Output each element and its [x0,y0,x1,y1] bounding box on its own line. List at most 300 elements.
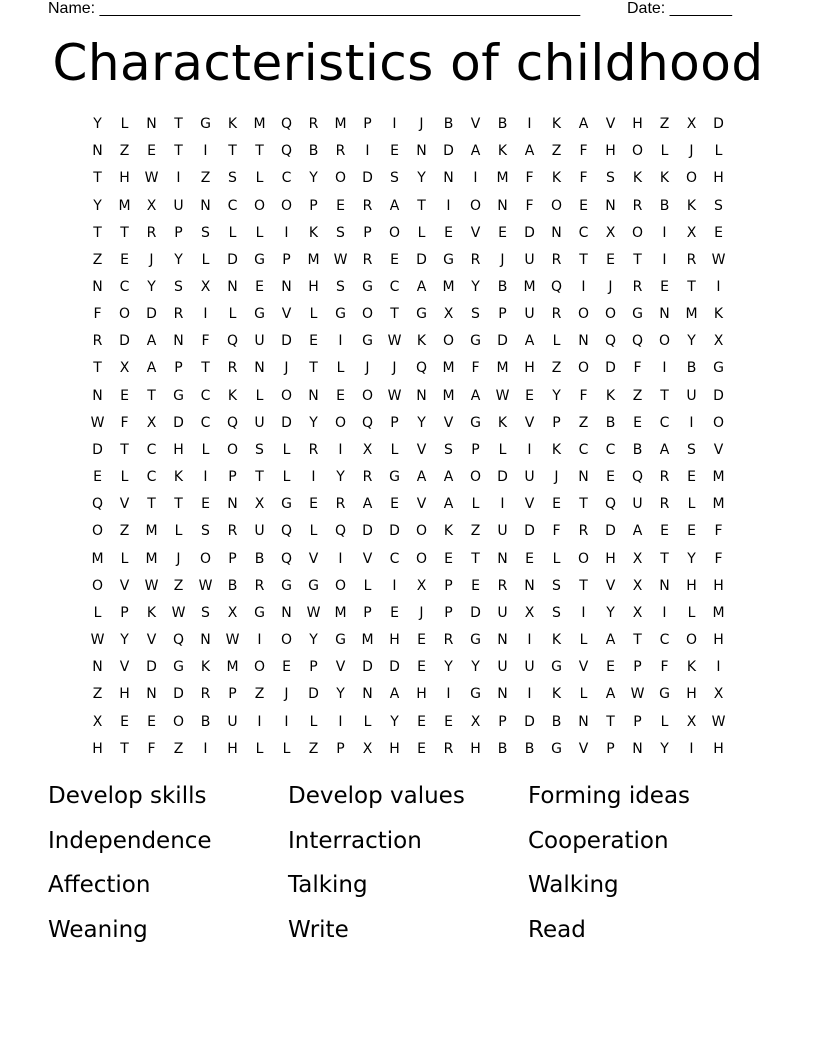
grid-letter: F [471,360,480,377]
grid-letter: S [471,306,480,323]
grid-letter: X [362,441,373,458]
grid-letter: L [309,713,318,730]
grid-letter: Y [552,387,561,404]
grid-letter: J [176,550,181,567]
grid-letter: E [444,550,453,567]
grid-letter: S [201,224,210,241]
grid-letter: Q [226,333,239,350]
grid-letter: S [714,197,723,214]
grid-letter: K [551,686,562,703]
grid-letter: Y [336,686,345,703]
grid-letter: A [578,116,589,133]
grid-row [84,491,732,518]
grid-letter: Q [631,469,644,486]
grid-letter: L [498,441,507,458]
grid-letter: Z [308,740,319,757]
grid-letter: B [308,143,319,160]
grid-letter: O [685,170,698,187]
grid-letter: O [253,197,266,214]
grid-letter: I [581,279,586,296]
grid-letter: A [416,469,427,486]
grid-letter: E [336,197,345,214]
grid-letter: Z [92,251,103,268]
grid-letter: O [550,197,563,214]
grid-row [84,573,732,600]
grid-letter: Q [172,632,185,649]
grid-letter: R [632,279,643,296]
grid-row [84,708,732,735]
grid-letter: L [579,632,588,649]
grid-letter: G [632,306,643,323]
grid-letter: X [416,577,427,594]
grid-letter: O [334,577,347,594]
grid-letter: R [578,523,589,540]
grid-letter: E [309,333,318,350]
grid-letter: H [308,279,319,296]
grid-letter: G [254,604,265,621]
grid-row [84,192,732,219]
grid-letter: Q [280,550,293,567]
grid-letter: M [496,360,509,377]
grid-letter: N [281,604,292,621]
grid-letter: V [281,306,292,323]
grid-letter: X [227,604,238,621]
grid-letter: G [551,659,562,676]
grid-letter: I [446,686,451,703]
grid-letter: Q [415,360,428,377]
grid-letter: N [92,659,103,676]
grid-letter: N [416,387,427,404]
word-list [48,778,768,956]
page-title: Characteristics of childhood [52,34,764,92]
grid-letter: I [689,414,694,431]
grid-row [84,546,732,573]
grid-letter: R [659,496,670,513]
grid-letter: V [470,224,481,241]
grid-letter: L [228,224,237,241]
grid-letter: N [551,224,562,241]
grid-letter: M [145,550,158,567]
grid-letter: U [524,251,535,268]
grid-letter: N [497,632,508,649]
grid-letter: K [173,469,184,486]
grid-letter: N [497,197,508,214]
grid-letter: A [605,686,616,703]
grid-letter: Z [632,387,643,404]
grid-letter: B [524,740,535,757]
grid-letter: V [119,496,130,513]
grid-letter: N [92,143,103,160]
grid-letter: E [93,469,102,486]
grid-letter: H [119,170,130,187]
grid-letter: K [605,387,616,404]
grid-letter: O [388,224,401,241]
grid-letter: R [443,740,454,757]
grid-letter: G [470,686,481,703]
grid-letter: B [632,441,643,458]
grid-letter: H [713,632,724,649]
grid-letter: O [631,143,644,160]
grid-letter: D [497,333,508,350]
grid-letter: E [147,143,156,160]
grid-letter: T [93,360,102,377]
grid-letter: T [579,496,588,513]
grid-letter: W [495,387,510,404]
grid-letter: N [92,279,103,296]
grid-letter: G [443,251,454,268]
grid-letter: M [442,360,455,377]
grid-letter: O [631,224,644,241]
grid-letter: T [147,387,156,404]
grid-letter: R [686,251,697,268]
grid-letter: N [659,577,670,594]
grid-letter: V [335,659,346,676]
grid-letter: N [659,306,670,323]
grid-letter: M [307,251,320,268]
grid-letter: O [199,550,212,567]
grid-letter: E [579,197,588,214]
grid-letter: I [203,740,208,757]
grid-letter: D [173,686,184,703]
grid-letter: N [200,632,211,649]
grid-letter: V [605,577,616,594]
grid-letter: D [524,224,535,241]
grid-letter: M [712,469,725,486]
grid-letter: N [146,116,157,133]
grid-letter: D [308,686,319,703]
grid-letter: I [662,360,667,377]
grid-letter: L [417,224,426,241]
grid-letter: S [606,170,615,187]
grid-letter: K [551,632,562,649]
grid-letter: T [120,441,129,458]
grid-letter: E [498,224,507,241]
grid-letter: I [581,604,586,621]
grid-letter: P [606,740,615,757]
grid-letter: I [662,224,667,241]
grid-letter: P [363,604,372,621]
grid-letter: D [362,659,373,676]
grid-letter: H [632,116,643,133]
grid-letter: L [120,116,129,133]
grid-letter: P [174,224,183,241]
grid-letter: E [417,713,426,730]
grid-letter: E [444,713,453,730]
grid-letter: X [632,550,643,567]
grid-letter: Z [254,686,265,703]
grid-letter: F [579,387,588,404]
grid-letter: Z [578,414,589,431]
grid-letter: L [282,740,291,757]
grid-letter: I [338,550,343,567]
grid-letter: E [390,496,399,513]
grid-row [84,681,732,708]
grid-letter: W [171,604,186,621]
grid-letter: E [714,224,723,241]
grid-letter: Q [604,333,617,350]
grid-letter: N [443,170,454,187]
grid-letter: Z [119,523,130,540]
grid-letter: M [145,523,158,540]
grid-letter: I [338,333,343,350]
grid-letter: K [632,170,643,187]
grid-letter: I [203,469,208,486]
grid-letter: Z [470,523,481,540]
grid-letter: R [632,197,643,214]
word-list-item: Independence [48,827,212,854]
grid-letter: M [712,496,725,513]
grid-letter: Q [280,523,293,540]
grid-letter: H [713,170,724,187]
grid-letter: W [306,604,321,621]
grid-letter: I [527,116,532,133]
grid-letter: Q [361,414,374,431]
grid-letter: F [579,170,588,187]
grid-letter: N [497,686,508,703]
grid-letter: F [201,333,210,350]
grid-letter: O [280,632,293,649]
grid-letter: Y [606,604,615,621]
grid-letter: D [146,659,157,676]
grid-letter: R [92,333,103,350]
grid-letter: R [227,523,238,540]
grid-letter: F [660,659,669,676]
grid-row [84,654,732,681]
grid-letter: D [362,170,373,187]
grid-letter: M [442,279,455,296]
grid-letter: Z [119,143,130,160]
grid-letter: G [470,414,481,431]
grid-letter: X [146,197,157,214]
grid-letter: X [443,306,454,323]
grid-letter: P [633,713,642,730]
grid-letter: V [416,496,427,513]
word-list-item: Write [288,916,349,943]
grid-letter: N [524,577,535,594]
grid-letter: I [284,224,289,241]
grid-letter: S [687,441,696,458]
grid-letter: G [173,659,184,676]
grid-letter: Z [551,143,562,160]
grid-letter: E [687,469,696,486]
grid-letter: O [442,333,455,350]
grid-letter: L [255,170,264,187]
grid-letter: M [442,387,455,404]
grid-letter: E [660,279,669,296]
grid-letter: I [716,659,721,676]
grid-letter: H [713,577,724,594]
grid-letter: P [633,659,642,676]
grid-letter: J [689,143,694,160]
grid-letter: T [309,360,318,377]
grid-row [84,600,732,627]
grid-letter: N [308,387,319,404]
grid-letter: L [255,740,264,757]
grid-letter: V [578,659,589,676]
grid-letter: I [446,197,451,214]
grid-letter: E [390,604,399,621]
grid-letter: S [201,523,210,540]
grid-letter: H [173,441,184,458]
grid-letter: A [470,387,481,404]
grid-letter: L [255,224,264,241]
grid-letter: G [308,577,319,594]
grid-letter: C [281,170,292,187]
grid-letter: X [524,604,535,621]
grid-letter: Y [336,469,345,486]
grid-letter: P [336,740,345,757]
grid-letter: E [687,523,696,540]
grid-letter: S [390,170,399,187]
grid-letter: K [146,604,157,621]
grid-letter: F [525,197,534,214]
grid-row [84,111,732,138]
grid-letter: X [254,496,265,513]
grid-letter: G [551,740,562,757]
grid-letter: D [389,659,400,676]
grid-letter: E [525,550,534,567]
grid-letter: O [415,523,428,540]
grid-letter: U [497,523,508,540]
grid-letter: I [689,740,694,757]
grid-letter: I [662,604,667,621]
grid-letter: Y [93,116,102,133]
grid-letter: K [497,414,508,431]
grid-letter: I [500,496,505,513]
grid-letter: Z [551,360,562,377]
grid-letter: V [416,441,427,458]
grid-letter: S [228,170,237,187]
grid-letter: T [201,360,210,377]
grid-letter: U [497,604,508,621]
grid-letter: G [470,632,481,649]
name-line: Name: ______________________________________________________ [48,0,581,17]
grid-letter: D [605,360,616,377]
grid-letter: K [227,387,238,404]
grid-letter: Y [147,279,156,296]
grid-letter: C [578,441,589,458]
grid-letter: V [146,632,157,649]
word-list-item: Interraction [288,827,422,854]
grid-letter: C [659,632,670,649]
grid-letter: E [471,577,480,594]
grid-letter: T [255,143,264,160]
grid-letter: Q [280,116,293,133]
grid-letter: G [200,116,211,133]
grid-letter: K [551,441,562,458]
grid-letter: D [497,469,508,486]
grid-letter: T [120,740,129,757]
grid-letter: K [551,116,562,133]
grid-letter: H [389,740,400,757]
grid-letter: O [334,414,347,431]
grid-letter: C [200,387,211,404]
grid-letter: H [227,740,238,757]
grid-letter: N [146,686,157,703]
grid-letter: J [365,360,370,377]
grid-letter: L [120,469,129,486]
grid-letter: W [630,686,645,703]
grid-letter: T [633,251,642,268]
grid-letter: F [525,170,534,187]
grid-letter: S [201,604,210,621]
grid-letter: O [334,170,347,187]
grid-letter: L [93,604,102,621]
grid-letter: T [417,197,426,214]
grid-letter: L [660,713,669,730]
grid-letter: M [226,659,239,676]
grid-letter: L [120,550,129,567]
grid-letter: R [308,441,319,458]
grid-letter: T [174,116,183,133]
grid-letter: N [578,333,589,350]
grid-letter: A [416,279,427,296]
grid-letter: Q [604,496,617,513]
grid-letter: F [714,550,723,567]
grid-letter: O [172,713,185,730]
grid-letter: O [226,441,239,458]
grid-letter: E [336,387,345,404]
grid-letter: G [281,496,292,513]
grid-letter: O [361,387,374,404]
grid-letter: D [524,713,535,730]
grid-letter: R [335,496,346,513]
grid-letter: K [227,116,238,133]
grid-letter: O [577,550,590,567]
grid-letter: T [174,143,183,160]
grid-letter: N [227,279,238,296]
grid-row [84,328,732,355]
grid-letter: X [686,713,697,730]
grid-letter: O [253,659,266,676]
grid-letter: H [605,550,616,567]
grid-letter: S [336,224,345,241]
grid-letter: Q [280,143,293,160]
grid-letter: P [363,116,372,133]
grid-letter: P [552,414,561,431]
grid-letter: E [390,143,399,160]
grid-letter: R [659,469,670,486]
grid-letter: L [363,713,372,730]
grid-letter: X [686,224,697,241]
grid-letter: N [281,279,292,296]
grid-letter: O [91,577,104,594]
grid-letter: W [90,632,105,649]
grid-letter: O [604,306,617,323]
grid-letter: L [390,441,399,458]
grid-letter: K [686,197,697,214]
grid-letter: U [173,197,184,214]
grid-letter: M [361,632,374,649]
grid-letter: B [497,116,508,133]
grid-letter: X [470,713,481,730]
grid-letter: X [362,740,373,757]
grid-letter: L [363,577,372,594]
grid-letter: G [470,333,481,350]
grid-letter: O [577,306,590,323]
grid-letter: H [92,740,103,757]
grid-letter: L [201,251,210,268]
grid-letter: V [362,550,373,567]
grid-letter: U [254,414,265,431]
grid-letter: R [362,251,373,268]
grid-letter: I [527,441,532,458]
grid-letter: F [93,306,102,323]
grid-letter: N [200,197,211,214]
grid-letter: P [390,414,399,431]
grid-letter: P [309,659,318,676]
grid-letter: P [444,577,453,594]
